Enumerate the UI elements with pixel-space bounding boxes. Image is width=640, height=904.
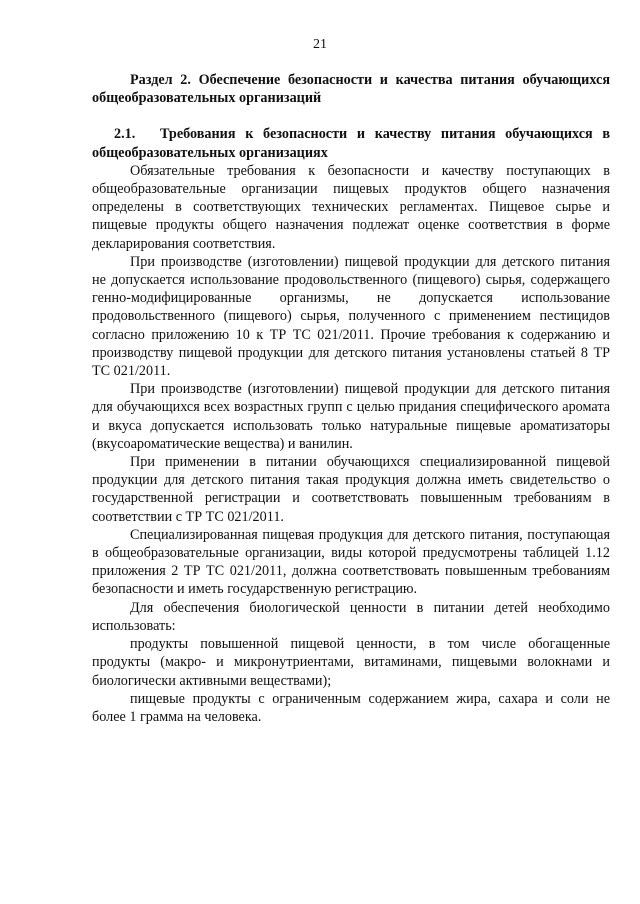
paragraph: Специализированная пищевая продукция для детского питания, поступающая в общеобразовательные организации, виды которой предусмотрены таблицей 1.12 приложения 2 ТР ТС 021/2011, должна соответствовать повышенным требованиям безопасности и иметь государственную регистрацию. — [92, 526, 610, 598]
document-body — [92, 71, 610, 726]
list-item: продукты повышенной пищевой ценности, в том числе обогащенные продукты (макро- и микронутриентами, витаминами, пищевыми волокнами и биологически активными веществами); — [92, 636, 610, 689]
paragraph: При производстве (изготовлении) пищевой продукции для детского питания не допускается использование продовольственного (пищевого) сырья, содержащего генно-модифицированные организмы, не допускается использование продовольственного (пищевого) сырья, полученного с применением пестицидов согласно приложению 10 к ТР ТС 021/2011. Прочие требования к содержанию и производству пищевой продукции для детского питания установлены статьей 8 ТР ТС 021/2011. — [92, 253, 610, 380]
paragraph: Для обеспечения биологической ценности в питании детей необходимо использовать: — [92, 599, 610, 634]
paragraph: При производстве (изготовлении) пищевой продукции для детского питания для обучающихся всех возрастных групп с целью придания специфического аромата и вкуса допускается использовать только натуральные пищевые ароматизаторы (вкусоароматические вещества) и ванилин. — [92, 381, 610, 452]
subsection-title: Требования к безопасности и качеству питания обучающихся в общеобразовательных организациях — [92, 126, 610, 161]
section-title: Раздел 2. Обеспечение безопасности и качества питания обучающихся общеобразовательных организаций — [92, 72, 610, 107]
paragraph: При применении в питании обучающихся специализированной пищевой продукции для детского питания такая продукция должна иметь свидетельство о государственной регистрации и соответствовать повышенным требованиям в соответствии с ТР ТС 021/2011. — [92, 454, 610, 525]
subsection-heading — [92, 125, 610, 161]
list-item: пищевые продукты с ограниченным содержанием жира, сахара и соли не более 1 грамма на человека. — [92, 690, 610, 725]
subsection-number: 2.1. — [114, 126, 136, 143]
page-number: 21 — [313, 37, 327, 52]
paragraph: Обязательные требования к безопасности и качеству поступающих в общеобразовательные организации пищевых продуктов общего назначения определены в соответствующих технических регламентах. Пищевое сырье и пищевые продукты общего назначения подлежат оценке соответствия в форме декларирования соответствия. — [92, 162, 610, 252]
